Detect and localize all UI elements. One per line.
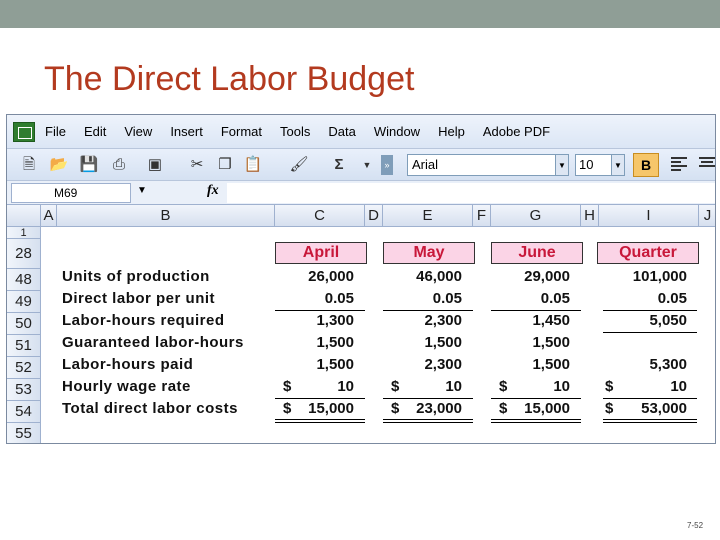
subtotal-underline-april (275, 310, 365, 311)
cell-may-guaranteed-hours[interactable]: 1,500 (424, 334, 462, 351)
slide-top-bar (0, 0, 720, 28)
label-units-of-production[interactable]: Units of production (62, 268, 210, 285)
column-header-d[interactable]: D (365, 205, 383, 227)
row-header-28[interactable]: 28 (7, 239, 41, 269)
currency-quarter-total: $ (605, 400, 614, 417)
excel-app-icon[interactable] (13, 122, 35, 142)
currency-april-total: $ (283, 400, 292, 417)
column-header-c[interactable]: C (275, 205, 365, 227)
column-header-e[interactable]: E (383, 205, 473, 227)
cell-april-labor-per-unit[interactable]: 0.05 (324, 290, 354, 307)
autosum-icon[interactable]: Σ (334, 156, 344, 173)
font-size-field[interactable]: 10 (575, 154, 613, 176)
row-header-49[interactable]: 49 (7, 291, 41, 313)
column-header-b[interactable]: B (57, 205, 275, 227)
size-dropdown-icon[interactable]: ▼ (611, 154, 625, 176)
new-document-icon[interactable]: 🗎 (22, 156, 36, 173)
row-header-52[interactable]: 52 (7, 357, 41, 379)
column-header-i[interactable]: I (599, 205, 699, 227)
menu-view[interactable]: View (124, 124, 153, 139)
menu-file[interactable]: File (45, 124, 66, 139)
wage-underline-april (275, 398, 365, 399)
cell-quarter-wage-rate[interactable]: 10 (670, 378, 687, 395)
excel-screenshot (6, 114, 716, 444)
formula-input[interactable] (227, 183, 716, 203)
name-box-dropdown-icon[interactable]: ▼ (137, 185, 147, 196)
subtotal-underline-may (383, 310, 473, 311)
copy-icon[interactable]: ❐ (218, 156, 232, 173)
cell-april-total-cost[interactable]: 15,000 (308, 400, 354, 417)
formula-bar (7, 181, 716, 205)
cell-quarter-total-cost[interactable]: 53,000 (641, 400, 687, 417)
wage-underline-may (383, 398, 473, 399)
total-double-underline-april (275, 419, 365, 423)
label-direct-labor-per-unit[interactable]: Direct labor per unit (62, 290, 216, 307)
label-total-direct-labor-costs[interactable]: Total direct labor costs (62, 400, 238, 417)
menu-window[interactable]: Window (373, 124, 421, 139)
autosum-dropdown-icon[interactable]: ▼ (362, 160, 372, 170)
font-dropdown-icon[interactable]: ▼ (555, 154, 569, 176)
header-june[interactable]: June (491, 242, 583, 264)
column-header-f[interactable]: F (473, 205, 491, 227)
currency-quarter-wage: $ (605, 378, 614, 395)
toolbar-options-icon[interactable]: » (381, 155, 393, 175)
format-painter-icon[interactable]: 🖌 (289, 156, 309, 173)
cell-quarter-units[interactable]: 101,000 (632, 268, 687, 285)
cell-may-hours-required[interactable]: 2,300 (424, 312, 462, 329)
row-header-55[interactable]: 55 (7, 423, 41, 444)
cell-june-total-cost[interactable]: 15,000 (524, 400, 570, 417)
menu-tools[interactable]: Tools (280, 124, 311, 139)
subtotal-underline-quarter (603, 310, 697, 311)
slide-title: The Direct Labor Budget (44, 60, 415, 98)
cell-quarter-hours-required[interactable]: 5,050 (649, 312, 687, 329)
row-header-53[interactable]: 53 (7, 379, 41, 401)
subtotal-underline-june (491, 310, 581, 311)
cell-june-wage-rate[interactable]: 10 (553, 378, 570, 395)
label-guaranteed-labor-hours[interactable]: Guaranteed labor-hours (62, 334, 244, 351)
align-center-icon[interactable] (699, 155, 716, 173)
currency-may-wage: $ (391, 378, 400, 395)
menu-data[interactable]: Data (328, 124, 356, 139)
cell-quarter-labor-per-unit[interactable]: 0.05 (657, 290, 687, 307)
menu-adobe-pdf[interactable]: Adobe PDF (482, 124, 551, 139)
cell-april-guaranteed-hours[interactable]: 1,500 (316, 334, 354, 351)
row-header-50[interactable]: 50 (7, 313, 41, 335)
paste-icon[interactable]: 📋 (243, 156, 263, 173)
total-double-underline-may (383, 419, 473, 423)
cell-may-labor-per-unit[interactable]: 0.05 (432, 290, 462, 307)
align-left-icon[interactable] (671, 155, 689, 173)
cell-may-wage-rate[interactable]: 10 (445, 378, 462, 395)
standard-toolbar (7, 149, 716, 181)
print-icon[interactable]: ⎙ (112, 156, 125, 173)
wage-underline-quarter (603, 398, 697, 399)
print-preview-icon[interactable]: ▣ (147, 156, 163, 173)
cell-april-wage-rate[interactable]: 10 (337, 378, 354, 395)
row-header-51[interactable]: 51 (7, 335, 41, 357)
bold-button[interactable]: B (633, 153, 659, 177)
menu-edit[interactable]: Edit (83, 124, 107, 139)
cell-june-guaranteed-hours[interactable]: 1,500 (532, 334, 570, 351)
currency-april-wage: $ (283, 378, 292, 395)
label-hourly-wage-rate[interactable]: Hourly wage rate (62, 378, 191, 395)
label-labor-hours-paid[interactable]: Labor-hours paid (62, 356, 194, 373)
open-folder-icon[interactable]: 📂 (49, 156, 69, 173)
header-april[interactable]: April (275, 242, 367, 264)
cell-may-total-cost[interactable]: 23,000 (416, 400, 462, 417)
hours-required-underline-quarter (603, 332, 697, 333)
menu-bar (7, 115, 716, 149)
header-may[interactable]: May (383, 242, 475, 264)
cell-june-labor-per-unit[interactable]: 0.05 (540, 290, 570, 307)
label-labor-hours-required[interactable]: Labor-hours required (62, 312, 225, 329)
cell-may-hours-paid[interactable]: 2,300 (424, 356, 462, 373)
menu-insert[interactable]: Insert (170, 124, 203, 139)
cell-april-hours-paid[interactable]: 1,500 (316, 356, 354, 373)
currency-june-wage: $ (499, 378, 508, 395)
cell-april-units[interactable]: 26,000 (308, 268, 354, 285)
insert-function-icon[interactable]: fx (207, 183, 219, 198)
cut-icon[interactable]: ✂ (190, 156, 204, 173)
total-double-underline-quarter (603, 419, 697, 423)
column-header-a[interactable]: A (41, 205, 57, 227)
menu-format[interactable]: Format (220, 124, 262, 139)
column-header-j[interactable]: J (699, 205, 716, 227)
total-double-underline-june (491, 419, 581, 423)
row-header-1[interactable]: 1 (7, 227, 41, 239)
font-name-field[interactable]: Arial (407, 154, 567, 176)
cell-june-hours-paid[interactable]: 1,500 (532, 356, 570, 373)
header-quarter[interactable]: Quarter (597, 242, 699, 264)
name-box[interactable]: M69 (11, 183, 131, 203)
cell-june-hours-required[interactable]: 1,450 (532, 312, 570, 329)
currency-june-total: $ (499, 400, 508, 417)
menu-help[interactable]: Help (438, 124, 465, 139)
page-number: 7-52 (687, 521, 704, 530)
cell-april-hours-required[interactable]: 1,300 (316, 312, 354, 329)
cell-june-units[interactable]: 29,000 (524, 268, 570, 285)
currency-may-total: $ (391, 400, 400, 417)
row-header-48[interactable]: 48 (7, 269, 41, 291)
select-all-corner[interactable] (7, 205, 41, 227)
wage-underline-june (491, 398, 581, 399)
save-icon[interactable]: 💾 (79, 156, 99, 173)
cell-quarter-hours-paid[interactable]: 5,300 (649, 356, 687, 373)
column-header-g[interactable]: G (491, 205, 581, 227)
cell-may-units[interactable]: 46,000 (416, 268, 462, 285)
row-header-54[interactable]: 54 (7, 401, 41, 423)
column-header-h[interactable]: H (581, 205, 599, 227)
